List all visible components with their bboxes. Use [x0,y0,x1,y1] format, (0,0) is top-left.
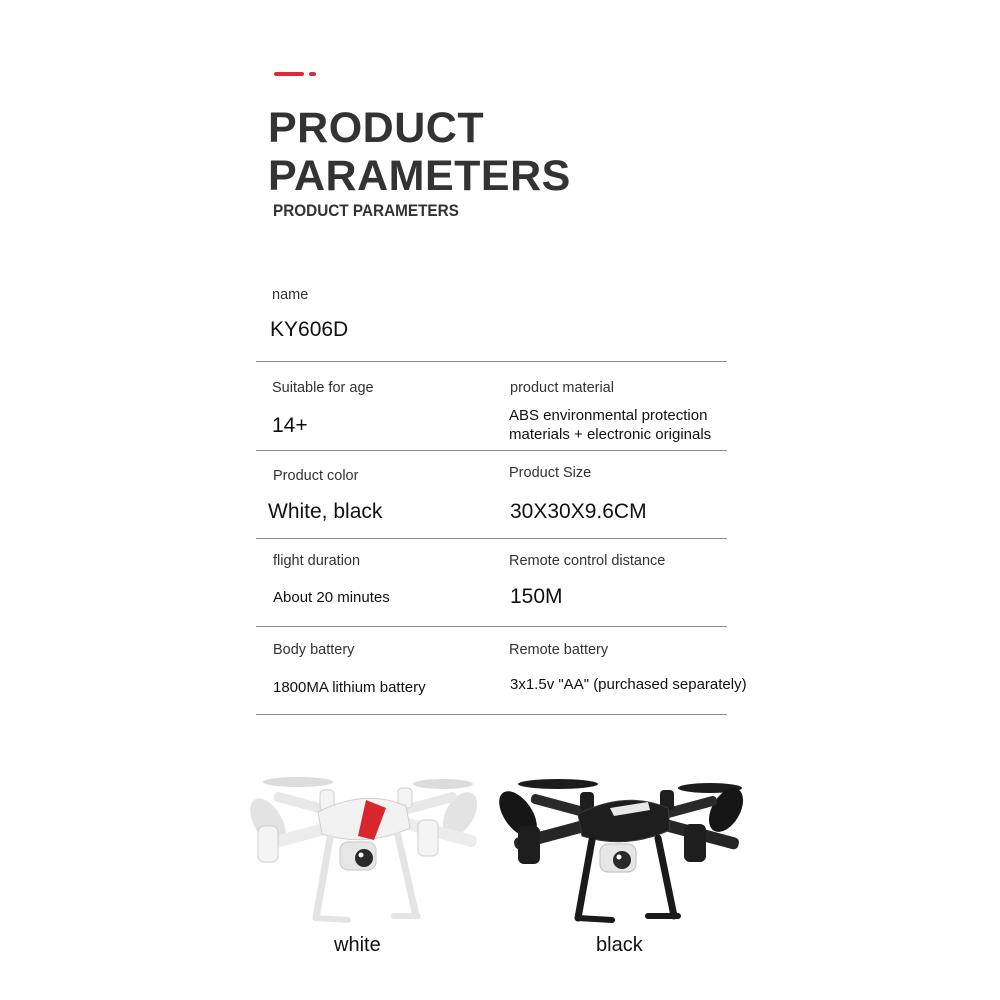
black-drone-icon [498,770,748,930]
age-label: Suitable for age [272,380,374,396]
material-value-line-1: ABS environmental protection [509,407,708,424]
page-title [268,104,571,200]
page-subtitle: PRODUCT PARAMETERS [273,201,459,220]
divider [256,714,727,715]
flight-label: flight duration [273,553,361,569]
color-value: White, black [268,500,383,523]
title-line-1: PRODUCT [268,104,485,152]
black-caption: black [596,934,643,956]
material-label: product material [510,380,614,396]
size-value: 30X30X9.6CM [510,500,647,523]
title-line-2: PARAMETERS [268,152,571,200]
white-caption: white [334,934,381,956]
name-value: KY606D [270,318,349,341]
flight-value: About 20 minutes [273,589,390,606]
size-label: Product Size [509,465,592,481]
body-battery-label: Body battery [273,642,355,658]
accent-dot [309,72,316,76]
distance-value: 150M [510,585,563,608]
body-battery-value: 1800MA lithium battery [273,679,426,696]
distance-label: Remote control distance [509,553,666,569]
divider [256,450,727,451]
divider [256,626,727,627]
accent-bar [274,72,304,76]
material-value-line-2: materials + electronic originals [509,426,712,443]
white-drone-icon [248,770,483,930]
age-value: 14+ [272,414,308,437]
name-label: name [272,287,309,303]
divider [256,538,727,539]
remote-battery-label: Remote battery [509,642,609,658]
remote-battery-value: 3x1.5v "AA" (purchased separately) [510,676,747,693]
material-value [509,406,711,444]
color-label: Product color [273,468,359,484]
divider [256,361,727,362]
